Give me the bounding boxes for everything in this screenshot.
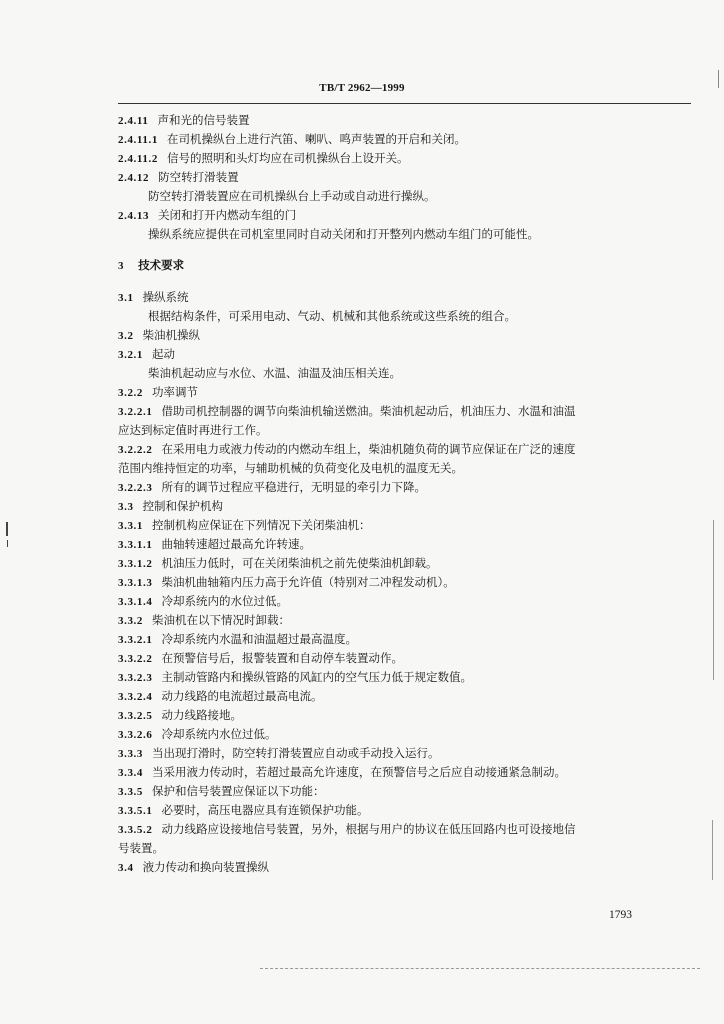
clause-text: 在司机操纵台上进行汽笛、喇叭、鸣声装置的开启和关闭。: [166, 132, 466, 146]
clause-number: 3.3.4: [118, 767, 143, 779]
clause-text: 控制和保护机构: [142, 499, 224, 513]
clause-line: [118, 802, 678, 819]
clause-line: [118, 441, 678, 458]
clause-number: 3: [118, 260, 125, 272]
clause-text: 控制机构应保证在下列情况下关闭柴油机：: [152, 518, 371, 532]
clause-line: [118, 327, 678, 344]
page-header-standard-number: TB/T 2962—1999: [319, 82, 405, 94]
clause-line: [118, 764, 678, 781]
clause-number: 3.2.2.3: [118, 482, 153, 494]
clause-line: [118, 612, 678, 629]
clause-text: 借助司机控制器的调节向柴油机输送燃油。柴油机起动后，机油压力、水温和油温: [161, 404, 576, 418]
section-heading: [118, 257, 678, 274]
clause-line: [118, 384, 678, 401]
clause-number: 3.4: [118, 862, 134, 874]
clause-number: 3.3.2.4: [118, 691, 153, 703]
header-divider: [118, 103, 691, 104]
scan-artifact: [7, 540, 8, 547]
clause-number: 3.3.2.6: [118, 729, 153, 741]
clause-text: 范围内维持恒定的功率，与辅助机械的负荷变化及电机的温度无关。: [118, 461, 463, 475]
clause-number: 2.4.11: [118, 115, 149, 127]
clause-line: [118, 726, 678, 743]
clause-text: 在采用电力或液力传动的内燃动车组上，柴油机随负荷的调节应保证在广泛的速度: [161, 442, 576, 456]
clause-text: 冷却系统内水温和油温超过最高温度。: [161, 632, 357, 646]
clause-line: [118, 688, 678, 705]
clause-line: [118, 112, 678, 129]
clause-number: 3.3.2.2: [118, 653, 153, 665]
clause-text: 操纵系统: [142, 290, 189, 304]
clause-number: 2.4.11.2: [118, 153, 158, 165]
scan-artifact: [718, 70, 719, 88]
clause-line: [118, 403, 678, 420]
clause-line: [118, 226, 708, 242]
clause-line: [118, 169, 678, 186]
clause-text: 柴油机操纵: [142, 328, 201, 342]
clause-line: [118, 131, 678, 148]
clause-text: 动力线路的电流超过最高电流。: [161, 689, 323, 703]
clause-number: 2.4.11.1: [118, 134, 158, 146]
clause-line: [118, 207, 678, 224]
clause-line: [118, 574, 678, 591]
clause-text: 号装置。: [118, 841, 164, 855]
clause-text: 当出现打滑时，防空转打滑装置应自动或手动投入运行。: [152, 746, 440, 760]
clause-text: 保护和信号装置应保证以下功能：: [152, 784, 325, 798]
clause-number: 2.4.13: [118, 210, 150, 222]
clause-text: 操纵系统应提供在司机室里同时自动关闭和打开整列内燃动车组门的可能性。: [148, 227, 539, 241]
scan-artifact: [6, 522, 8, 536]
clause-number: 3.3.2.3: [118, 672, 153, 684]
clause-text: 液力传动和换向装置操纵: [142, 860, 270, 874]
clause-number: 3.2: [118, 330, 134, 342]
clause-text: 技术要求: [138, 258, 185, 272]
clause-number: 3.3.3: [118, 748, 143, 760]
clause-line: [118, 593, 678, 610]
clause-text: 应达到标定值时再进行工作。: [118, 423, 268, 437]
clause-text: 机油压力低时，可在关闭柴油机之前先使柴油机卸载。: [161, 556, 438, 570]
page-number: 1793: [609, 909, 632, 921]
clause-text: 动力线路应设接地信号装置，另外，根据与用户的协议在低压回路内也可设接地信: [161, 822, 576, 836]
clause-line: [118, 188, 708, 204]
clause-line: [118, 460, 678, 476]
clause-line: [118, 859, 678, 876]
clause-line: [118, 745, 678, 762]
clause-number: 3.3.5: [118, 786, 143, 798]
clause-number: 3.2.1: [118, 349, 143, 361]
clause-number: 3.2.2: [118, 387, 143, 399]
clause-line: [118, 498, 678, 515]
clause-line: [118, 555, 678, 572]
clause-line: [118, 707, 678, 724]
clause-line: [118, 479, 678, 496]
clause-text: 当采用液力传动时，若超过最高允许速度，在预警信号之后应自动接通紧急制动。: [152, 765, 566, 779]
clause-text: 声和光的信号装置: [157, 113, 250, 127]
clause-line: [118, 821, 678, 838]
clause-text: 功率调节: [152, 385, 198, 399]
clause-number: 3.2.2.2: [118, 444, 153, 456]
scan-artifact: [713, 520, 714, 680]
clause-number: 3.3: [118, 501, 134, 513]
clause-text: 柴油机曲轴箱内压力高于允许值（特别对二冲程发动机）。: [161, 575, 455, 589]
clause-number: 3.3.5.1: [118, 805, 153, 817]
clause-text: 冷却系统内的水位过低。: [161, 594, 288, 608]
clause-text: 起动: [152, 347, 175, 361]
clause-text: 防空转打滑装置应在司机操纵台上手动或自动进行操纵。: [148, 189, 436, 203]
clause-line: [118, 783, 678, 800]
clause-text: 根据结构条件，可采用电动、气动、机械和其他系统或这些系统的组合。: [148, 309, 516, 323]
clause-text: 在预警信号后，报警装置和自动停车装置动作。: [161, 651, 403, 665]
clause-text: 冷却系统内水位过低。: [161, 727, 277, 741]
scan-artifact: [712, 820, 713, 880]
clause-text: 动力线路接地。: [161, 708, 242, 722]
clause-number: 3.3.5.2: [118, 824, 153, 836]
clause-text: 防空转打滑装置: [158, 170, 239, 184]
clause-line: [118, 536, 678, 553]
clause-number: 3.3.1: [118, 520, 143, 532]
clause-number: 3.3.2.5: [118, 710, 153, 722]
clause-number: 2.4.12: [118, 172, 150, 184]
clause-line: [118, 422, 678, 438]
clause-text: 柴油机起动应与水位、水温、油温及油压相关连。: [148, 366, 401, 380]
clause-text: 所有的调节过程应平稳进行，无明显的牵引力下降。: [161, 480, 426, 494]
clause-text: 曲轴转速超过最高允许转速。: [161, 537, 311, 551]
clause-line: [118, 631, 678, 648]
clause-text: 柴油机在以下情况时卸载：: [152, 613, 290, 627]
clause-number: 3.3.2: [118, 615, 143, 627]
clause-number: 3.3.1.1: [118, 539, 153, 551]
clause-line: [118, 669, 678, 686]
clause-line: [118, 840, 678, 856]
clause-line: [118, 365, 708, 381]
scan-artifact-dashed-line: [260, 968, 700, 969]
clause-text: 主制动管路内和操纵管路的风缸内的空气压力低于规定数值。: [161, 670, 472, 684]
clause-line: [118, 650, 678, 667]
clause-text: 关闭和打开内燃动车组的门: [158, 208, 297, 222]
clause-number: 3.3.1.4: [118, 596, 153, 608]
clause-number: 3.1: [118, 292, 134, 304]
clause-text: 信号的照明和头灯均应在司机操纵台上设开关。: [166, 151, 409, 165]
clause-line: [118, 308, 708, 324]
clause-line: [118, 517, 678, 534]
clause-number: 3.2.2.1: [118, 406, 153, 418]
clause-line: [118, 346, 678, 363]
clause-number: 3.3.1.2: [118, 558, 153, 570]
clause-number: 3.3.2.1: [118, 634, 153, 646]
clause-number: 3.3.1.3: [118, 577, 153, 589]
clause-line: [118, 289, 678, 306]
clause-text: 必要时，高压电器应具有连锁保护功能。: [161, 803, 369, 817]
clause-line: [118, 150, 678, 167]
